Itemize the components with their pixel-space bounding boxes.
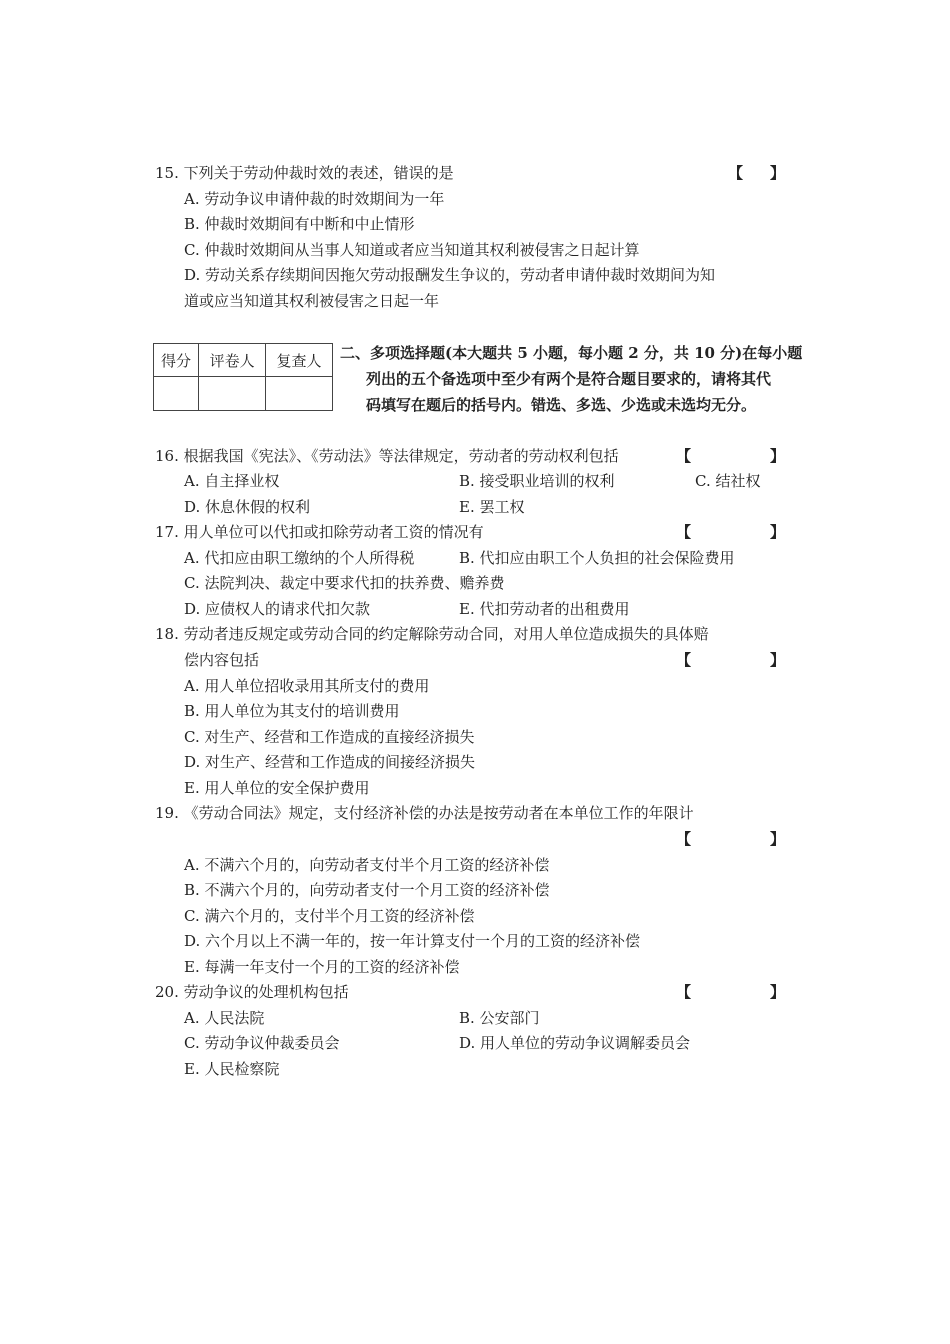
q17-option-b: B. 代扣应由职工个人负担的社会保险费用 [459,549,735,567]
q19-stem: 19. 《劳动合同法》规定，支付经济补偿的办法是按劳动者在本单位工作的年限计 [155,804,694,822]
q15-bracket-left: 【 [728,164,744,182]
q15-stem: 15. 下列关于劳动仲裁时效的表述，错误的是 [155,164,454,182]
score-cell [154,377,199,411]
q15-option-c: C. 仲裁时效期间从当事人知道或者应当知道其权利被侵害之日起计算 [184,241,640,259]
q20-option-b: B. 公安部门 [459,1009,540,1027]
q16-option-c: C. 结社权 [695,472,761,490]
q15-option-a: A. 劳动争议申请仲裁的时效期间为一年 [184,190,445,208]
q20-option-c: C. 劳动争议仲裁委员会 [184,1034,340,1052]
q19-option-c: C. 满六个月的，支付半个月工资的经济补偿 [184,907,475,925]
section2-instructions-line1: 二、多项选择题(本大题共 5 小题，每小题 2 分，共 10 分)在每小题 [340,344,803,362]
q20-bracket-left: 【 [676,983,692,1001]
q19-bracket-left: 【 [676,830,692,848]
score-table [153,343,333,411]
q18-bracket-left: 【 [676,651,692,669]
q19-option-e: E. 每满一年支付一个月的工资的经济补偿 [184,958,460,976]
q18-option-c: C. 对生产、经营和工作造成的直接经济损失 [184,728,475,746]
q16-bracket-right: 】 [770,447,786,465]
q17-option-e: E. 代扣劳动者的出租费用 [459,600,630,618]
q15-option-d-line2: 道或应当知道其权利被侵害之日起一年 [184,292,440,310]
q18-option-d: D. 对生产、经营和工作造成的间接经济损失 [184,753,476,771]
q19-option-b: B. 不满六个月的，向劳动者支付一个月工资的经济补偿 [184,881,550,899]
q17-bracket-left: 【 [676,523,692,541]
q20-stem: 20. 劳动争议的处理机构包括 [155,983,349,1001]
section2-instructions-line3: 码填写在题后的括号内。错选、多选、少选或未选均无分。 [366,396,757,414]
q16-option-a: A. 自主择业权 [184,472,280,490]
reviewer-cell [266,377,333,411]
q20-option-a: A. 人民法院 [184,1009,265,1027]
reviewer-header: 复查人 [266,344,333,377]
q18-option-b: B. 用人单位为其支付的培训费用 [184,702,400,720]
score-header: 得分 [154,344,199,377]
q16-stem: 16. 根据我国《宪法》、《劳动法》等法律规定，劳动者的劳动权利包括 [155,447,619,465]
q15-option-b: B. 仲裁时效期间有中断和中止情形 [184,215,415,233]
q18-option-e: E. 用人单位的安全保护费用 [184,779,370,797]
grader-cell [199,377,266,411]
q18-bracket-right: 】 [770,651,786,669]
q16-option-d: D. 休息休假的权利 [184,498,311,516]
q18-stem-line2: 偿内容包括 [184,651,260,669]
q17-stem: 17. 用人单位可以代扣或扣除劳动者工资的情况有 [155,523,484,541]
q17-option-a: A. 代扣应由职工缴纳的个人所得税 [184,549,415,567]
q20-option-d: D. 用人单位的劳动争议调解委员会 [459,1034,691,1052]
q15-option-d-line1: D. 劳动关系存续期间因拖欠劳动报酬发生争议的，劳动者申请仲裁时效期间为知 [184,266,716,284]
q17-option-c: C. 法院判决、裁定中要求代扣的扶养费、赡养费 [184,574,505,592]
q17-option-d: D. 应债权人的请求代扣欠款 [184,600,371,618]
q20-option-e: E. 人民检察院 [184,1060,280,1078]
q17-bracket-right: 】 [770,523,786,541]
q19-bracket-right: 】 [770,830,786,848]
q18-stem-line1: 18. 劳动者违反规定或劳动合同的约定解除劳动合同，对用人单位造成损失的具体赔 [155,625,709,643]
q19-option-a: A. 不满六个月的，向劳动者支付半个月工资的经济补偿 [184,856,550,874]
q19-option-d: D. 六个月以上不满一年的，按一年计算支付一个月的工资的经济补偿 [184,932,641,950]
section2-instructions-line2: 列出的五个备选项中至少有两个是符合题目要求的，请将其代 [366,370,772,388]
q18-option-a: A. 用人单位招收录用其所支付的费用 [184,677,430,695]
q20-bracket-right: 】 [770,983,786,1001]
q16-option-e: E. 罢工权 [459,498,525,516]
grader-header: 评卷人 [199,344,266,377]
q15-bracket-right: 】 [770,164,786,182]
q16-bracket-left: 【 [676,447,692,465]
q16-option-b: B. 接受职业培训的权利 [459,472,615,490]
